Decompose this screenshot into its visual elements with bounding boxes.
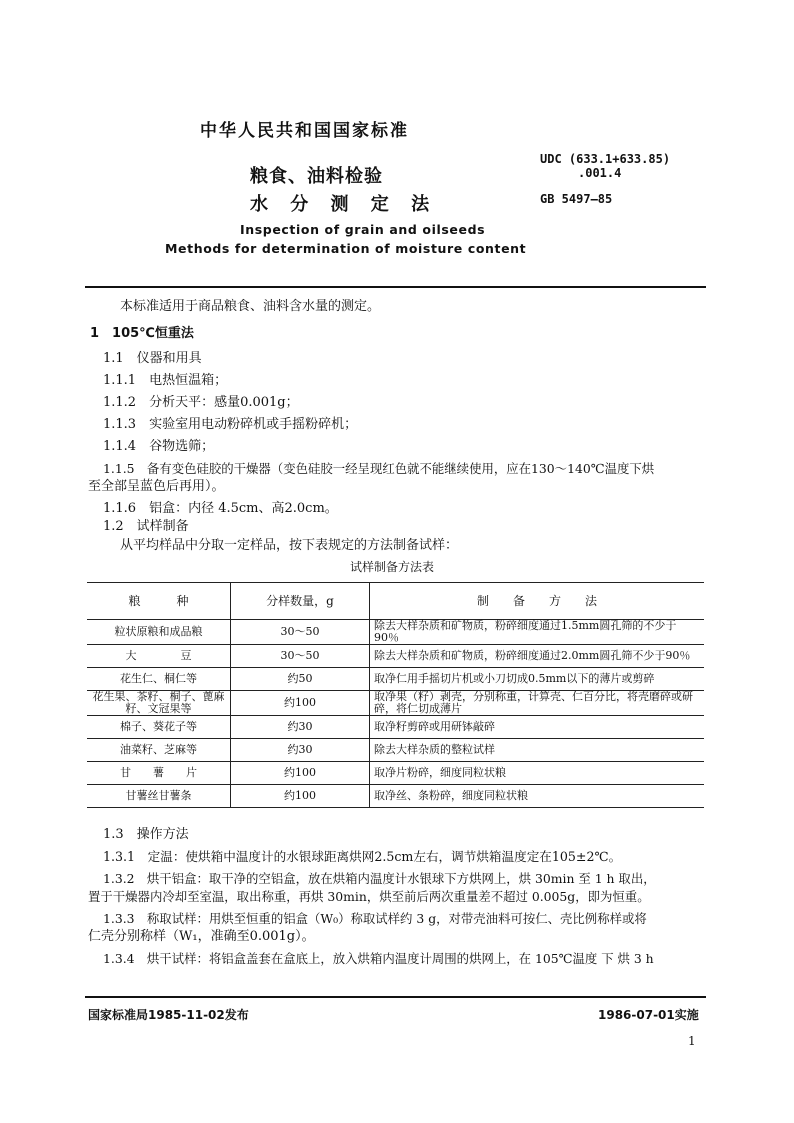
table-row <box>87 739 704 762</box>
item-1-1-1: 1.1.1 电热恒温箱； <box>103 373 228 388</box>
grain-type-cell: 花生果、茶籽、桐子、蓖麻籽、文冠果等 <box>87 691 231 716</box>
grain-type-cell: 甘薯丝甘薯条 <box>87 785 231 808</box>
item-1-1-4: 1.1.4 谷物选筛； <box>103 439 215 454</box>
sample-quantity-cell: 30～50 <box>231 645 370 668</box>
header-sample-quantity: 分样数量，g <box>231 583 370 620</box>
item-1-1-5-line1: 1.1.5 备有变色硅胶的干燥器（变色硅胶一经呈现红色就不能继续使用，应在130～140℃温度下烘 <box>103 461 655 476</box>
sample-quantity-cell: 约100 <box>231 785 370 808</box>
udc-code-line2: .001.4 <box>578 166 622 180</box>
section-1-1-heading: 1.1 仪器和用具 <box>103 351 202 366</box>
preparation-method-cell: 除去大样杂质和矿物质，粉碎细度通过2.0mm圆孔筛不少于90％ <box>370 645 705 668</box>
header-divider <box>85 286 706 288</box>
table-row <box>87 645 704 668</box>
grain-type-cell: 大 豆 <box>87 645 231 668</box>
preparation-method-cell: 取净片粉碎，细度同粒状粮 <box>370 762 705 785</box>
grain-type-cell: 花生仁、桐仁等 <box>87 668 231 691</box>
header-preparation-method: 制 备 方 法 <box>370 583 705 620</box>
gb-standard-code: GB 5497—85 <box>540 192 613 206</box>
table-caption: 试样制备方法表 <box>350 560 435 574</box>
grain-type-cell: 甘 薯 片 <box>87 762 231 785</box>
page-number: 1 <box>688 1034 696 1048</box>
sample-quantity-cell: 30～50 <box>231 620 370 645</box>
table-row <box>87 785 704 808</box>
table-row <box>87 620 704 645</box>
item-1-1-3: 1.1.3 实验室用电动粉碎机或手摇粉碎机； <box>103 417 358 432</box>
item-1-1-2: 1.1.2 分析天平：感量0.001g； <box>103 395 299 410</box>
sample-preparation-table <box>87 582 704 808</box>
preparation-method-cell: 除去大样杂质和矿物质，粉碎细度通过1.5mm圆孔筛的不少于90％ <box>370 620 705 645</box>
table-row <box>87 762 704 785</box>
table-header-row <box>87 583 704 620</box>
preparation-method-cell: 除去大样杂质的整粒试样 <box>370 739 705 762</box>
grain-type-cell: 棉子、葵花子等 <box>87 716 231 739</box>
section-1-2-text: 从平均样品中分取一定样品，按下表规定的方法制备试样： <box>120 538 459 553</box>
sample-quantity-cell: 约50 <box>231 668 370 691</box>
preparation-method-cell: 取净丝、条粉碎，细度同粒状粮 <box>370 785 705 808</box>
item-1-1-6: 1.1.6 铝盒：内径 4.5cm、高2.0cm。 <box>103 501 338 516</box>
table-row <box>87 691 704 716</box>
sample-quantity-cell: 约30 <box>231 739 370 762</box>
section-1-3-heading: 1.3 操作方法 <box>103 827 189 842</box>
table-row <box>87 668 704 691</box>
item-1-3-3-line2: 仁壳分别称样（W₁，准确至0.001g）。 <box>88 929 315 944</box>
preparation-method-cell: 取净仁用手摇切片机或小刀切成0.5mm以下的薄片或剪碎 <box>370 668 705 691</box>
document-title-line1: 粮食、油料检验 <box>250 166 383 187</box>
footer-divider <box>85 996 706 998</box>
item-1-3-4: 1.3.4 烘干试样：将铝盒盖套在盒底上，放入烘箱内温度计周围的烘网上，在 105℃温度 下 烘 3 h <box>103 951 654 966</box>
intro-text: 本标准适用于商品粮食、油料含水量的测定。 <box>120 299 381 314</box>
section-1-heading: 1 105℃恒重法 <box>90 326 194 341</box>
english-title-line2: Methods for determination of moisture content <box>165 241 527 256</box>
udc-code-line1: UDC (633.1+633.85) <box>540 152 671 166</box>
document-title-line2: 水 分 测 定 法 <box>250 194 438 215</box>
grain-type-cell: 油菜籽、芝麻等 <box>87 739 231 762</box>
issued-date: 国家标准局1985-11-02发布 <box>88 1008 249 1022</box>
sample-quantity-cell: 约100 <box>231 691 370 716</box>
item-1-3-2-line1: 1.3.2 烘干铝盒：取干净的空铝盒，放在烘箱内温度计水银球下方烘网上，烘 30min 至 1 h 取出， <box>103 871 656 886</box>
grain-type-cell: 粒状原粮和成品粮 <box>87 620 231 645</box>
item-1-1-5-line2: 至全部呈蓝色后再用）。 <box>88 479 225 494</box>
table-row <box>87 716 704 739</box>
preparation-method-cell: 取净果（籽）剥壳，分别称重，计算壳、仁百分比，将壳磨碎或研碎，将仁切成薄片 <box>370 691 705 716</box>
item-1-3-3-line1: 1.3.3 称取试样：用烘至恒重的铝盒（W₀）称取试样约 3 g，对带壳油料可按仁、壳比例称样或将 <box>103 911 647 926</box>
section-1-2-heading: 1.2 试样制备 <box>103 519 189 534</box>
effective-date: 1986-07-01实施 <box>598 1008 699 1022</box>
preparation-method-cell: 取净籽剪碎或用研钵敲碎 <box>370 716 705 739</box>
english-title-line1: Inspection of grain and oilseeds <box>240 222 486 237</box>
item-1-3-2-line2: 置于干燥器内冷却至室温，取出称重，再烘 30min，烘至前后两次重量差不超过 0.005g，即为恒重。 <box>88 889 650 904</box>
item-1-3-1: 1.3.1 定温：使烘箱中温度计的水银球距离烘网2.5cm左右，调节烘箱温度定在105±2℃。 <box>103 849 622 864</box>
sample-quantity-cell: 约30 <box>231 716 370 739</box>
header-grain-type: 粮 种 <box>87 583 231 620</box>
sample-quantity-cell: 约100 <box>231 762 370 785</box>
country-standard-heading: 中华人民共和国国家标准 <box>200 121 409 141</box>
